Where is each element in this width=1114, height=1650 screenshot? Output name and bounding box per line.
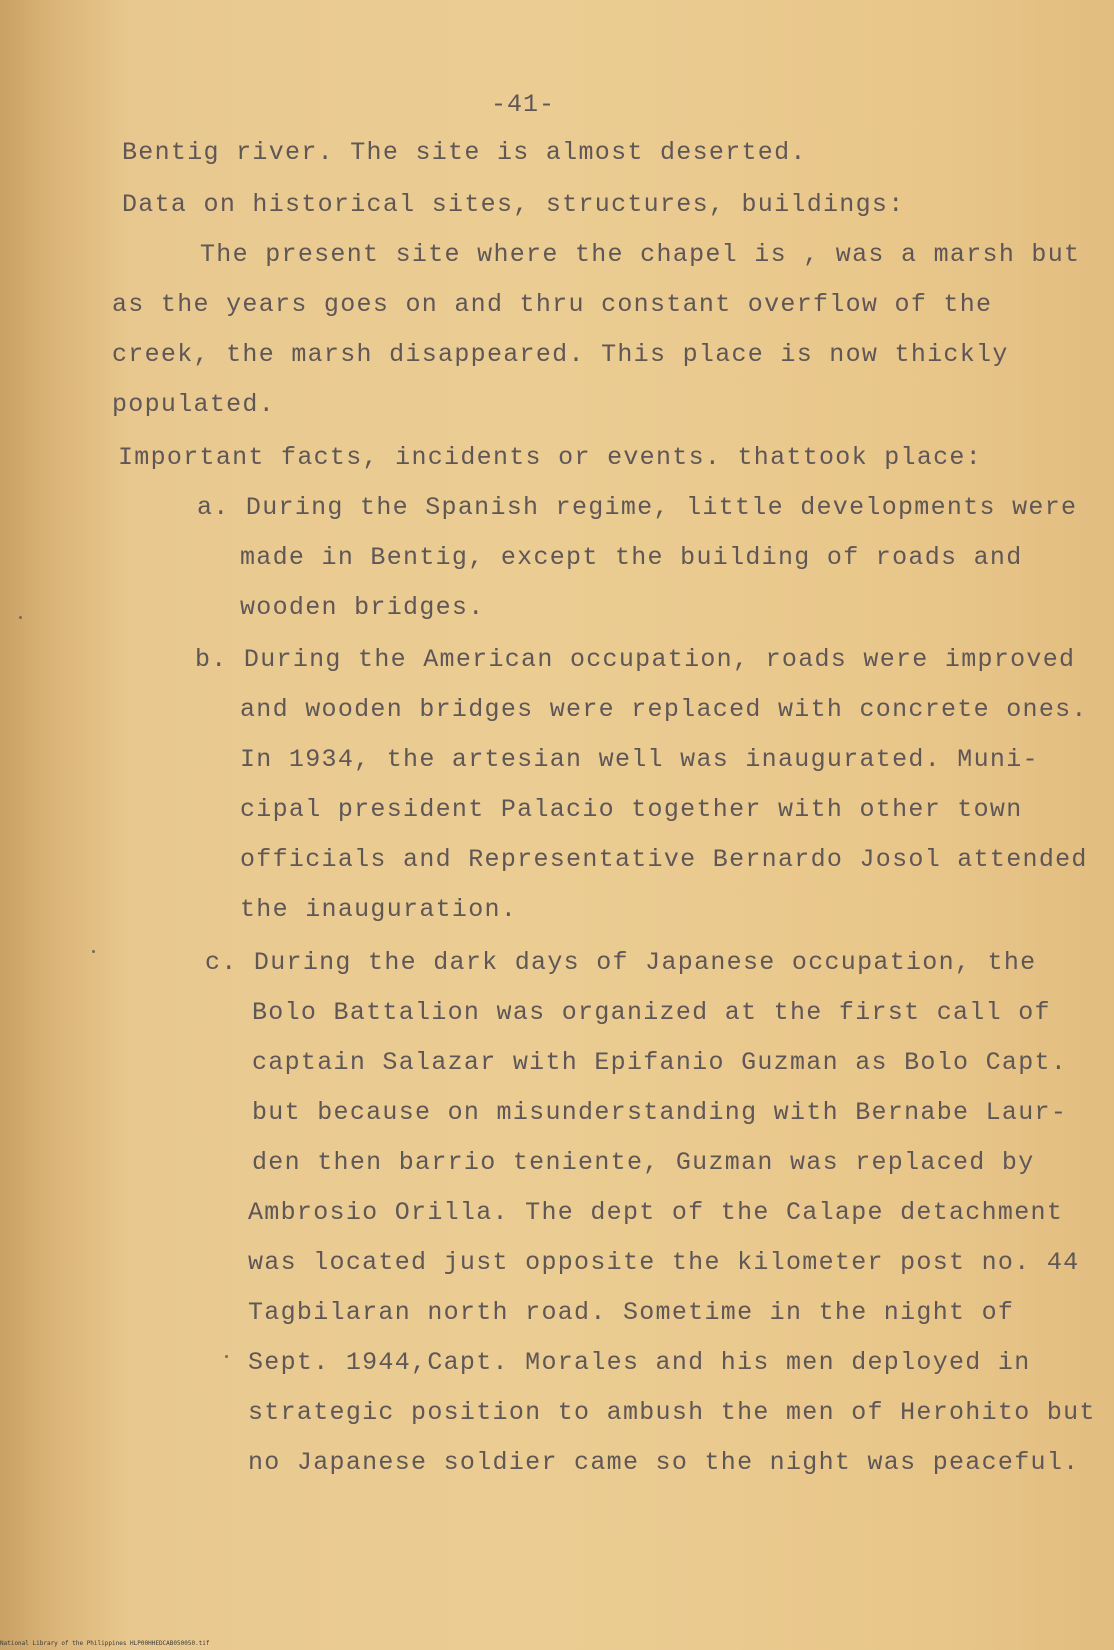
paper-spot <box>92 950 95 953</box>
page-number: -41- <box>491 90 556 119</box>
text-line: Sept. 1944,Capt. Morales and his men deployed in <box>248 1348 1031 1377</box>
text-line: Ambrosio Orilla. The dept of the Calape detachment <box>248 1198 1064 1227</box>
text-line: creek, the marsh disappeared. This place is now thickly <box>112 340 1009 369</box>
text-line: b. During the American occupation, roads were improved <box>195 645 1076 674</box>
paper-spot <box>19 616 22 619</box>
text-line: and wooden bridges were replaced with concrete ones. <box>240 695 1088 724</box>
text-line: wooden bridges. <box>240 593 485 622</box>
text-line: den then barrio teniente, Guzman was replaced by <box>252 1148 1035 1177</box>
text-line: Important facts, incidents or events. thattook place: <box>118 443 983 472</box>
text-line: made in Bentig, except the building of roads and <box>240 543 1023 572</box>
text-line: was located just opposite the kilometer post no. 44 <box>248 1248 1080 1277</box>
text-line: but because on misunderstanding with Bernabe Laur- <box>252 1098 1068 1127</box>
text-line: In 1934, the artesian well was inaugurated. Muni- <box>240 745 1039 774</box>
text-line: c. During the dark days of Japanese occupation, the <box>205 948 1037 977</box>
paper-spot <box>225 1355 228 1358</box>
text-line: captain Salazar with Epifanio Guzman as Bolo Capt. <box>252 1048 1068 1077</box>
text-line: The present site where the chapel is , was a marsh but <box>200 240 1081 269</box>
text-line: Bolo Battalion was organized at the first call of <box>252 998 1051 1027</box>
text-line: the inauguration. <box>240 895 518 924</box>
text-line: a. During the Spanish regime, little developments were <box>197 493 1078 522</box>
text-line: populated. <box>112 390 276 419</box>
text-line: as the years goes on and thru constant overflow of the <box>112 290 993 319</box>
text-line: Bentig river. The site is almost deserted. <box>122 138 807 167</box>
text-line: strategic position to ambush the men of Herohito but <box>248 1398 1096 1427</box>
text-line: Tagbilaran north road. Sometime in the night of <box>248 1298 1015 1327</box>
text-line: officials and Representative Bernardo Josol attended <box>240 845 1088 874</box>
text-line: cipal president Palacio together with other town <box>240 795 1023 824</box>
scan-footer: National Library of the Philippines HLP00HHEDCAB050050.tif <box>0 1640 210 1647</box>
text-line: Data on historical sites, structures, buildings: <box>122 190 905 219</box>
text-line: no Japanese soldier came so the night was peaceful. <box>248 1448 1080 1477</box>
